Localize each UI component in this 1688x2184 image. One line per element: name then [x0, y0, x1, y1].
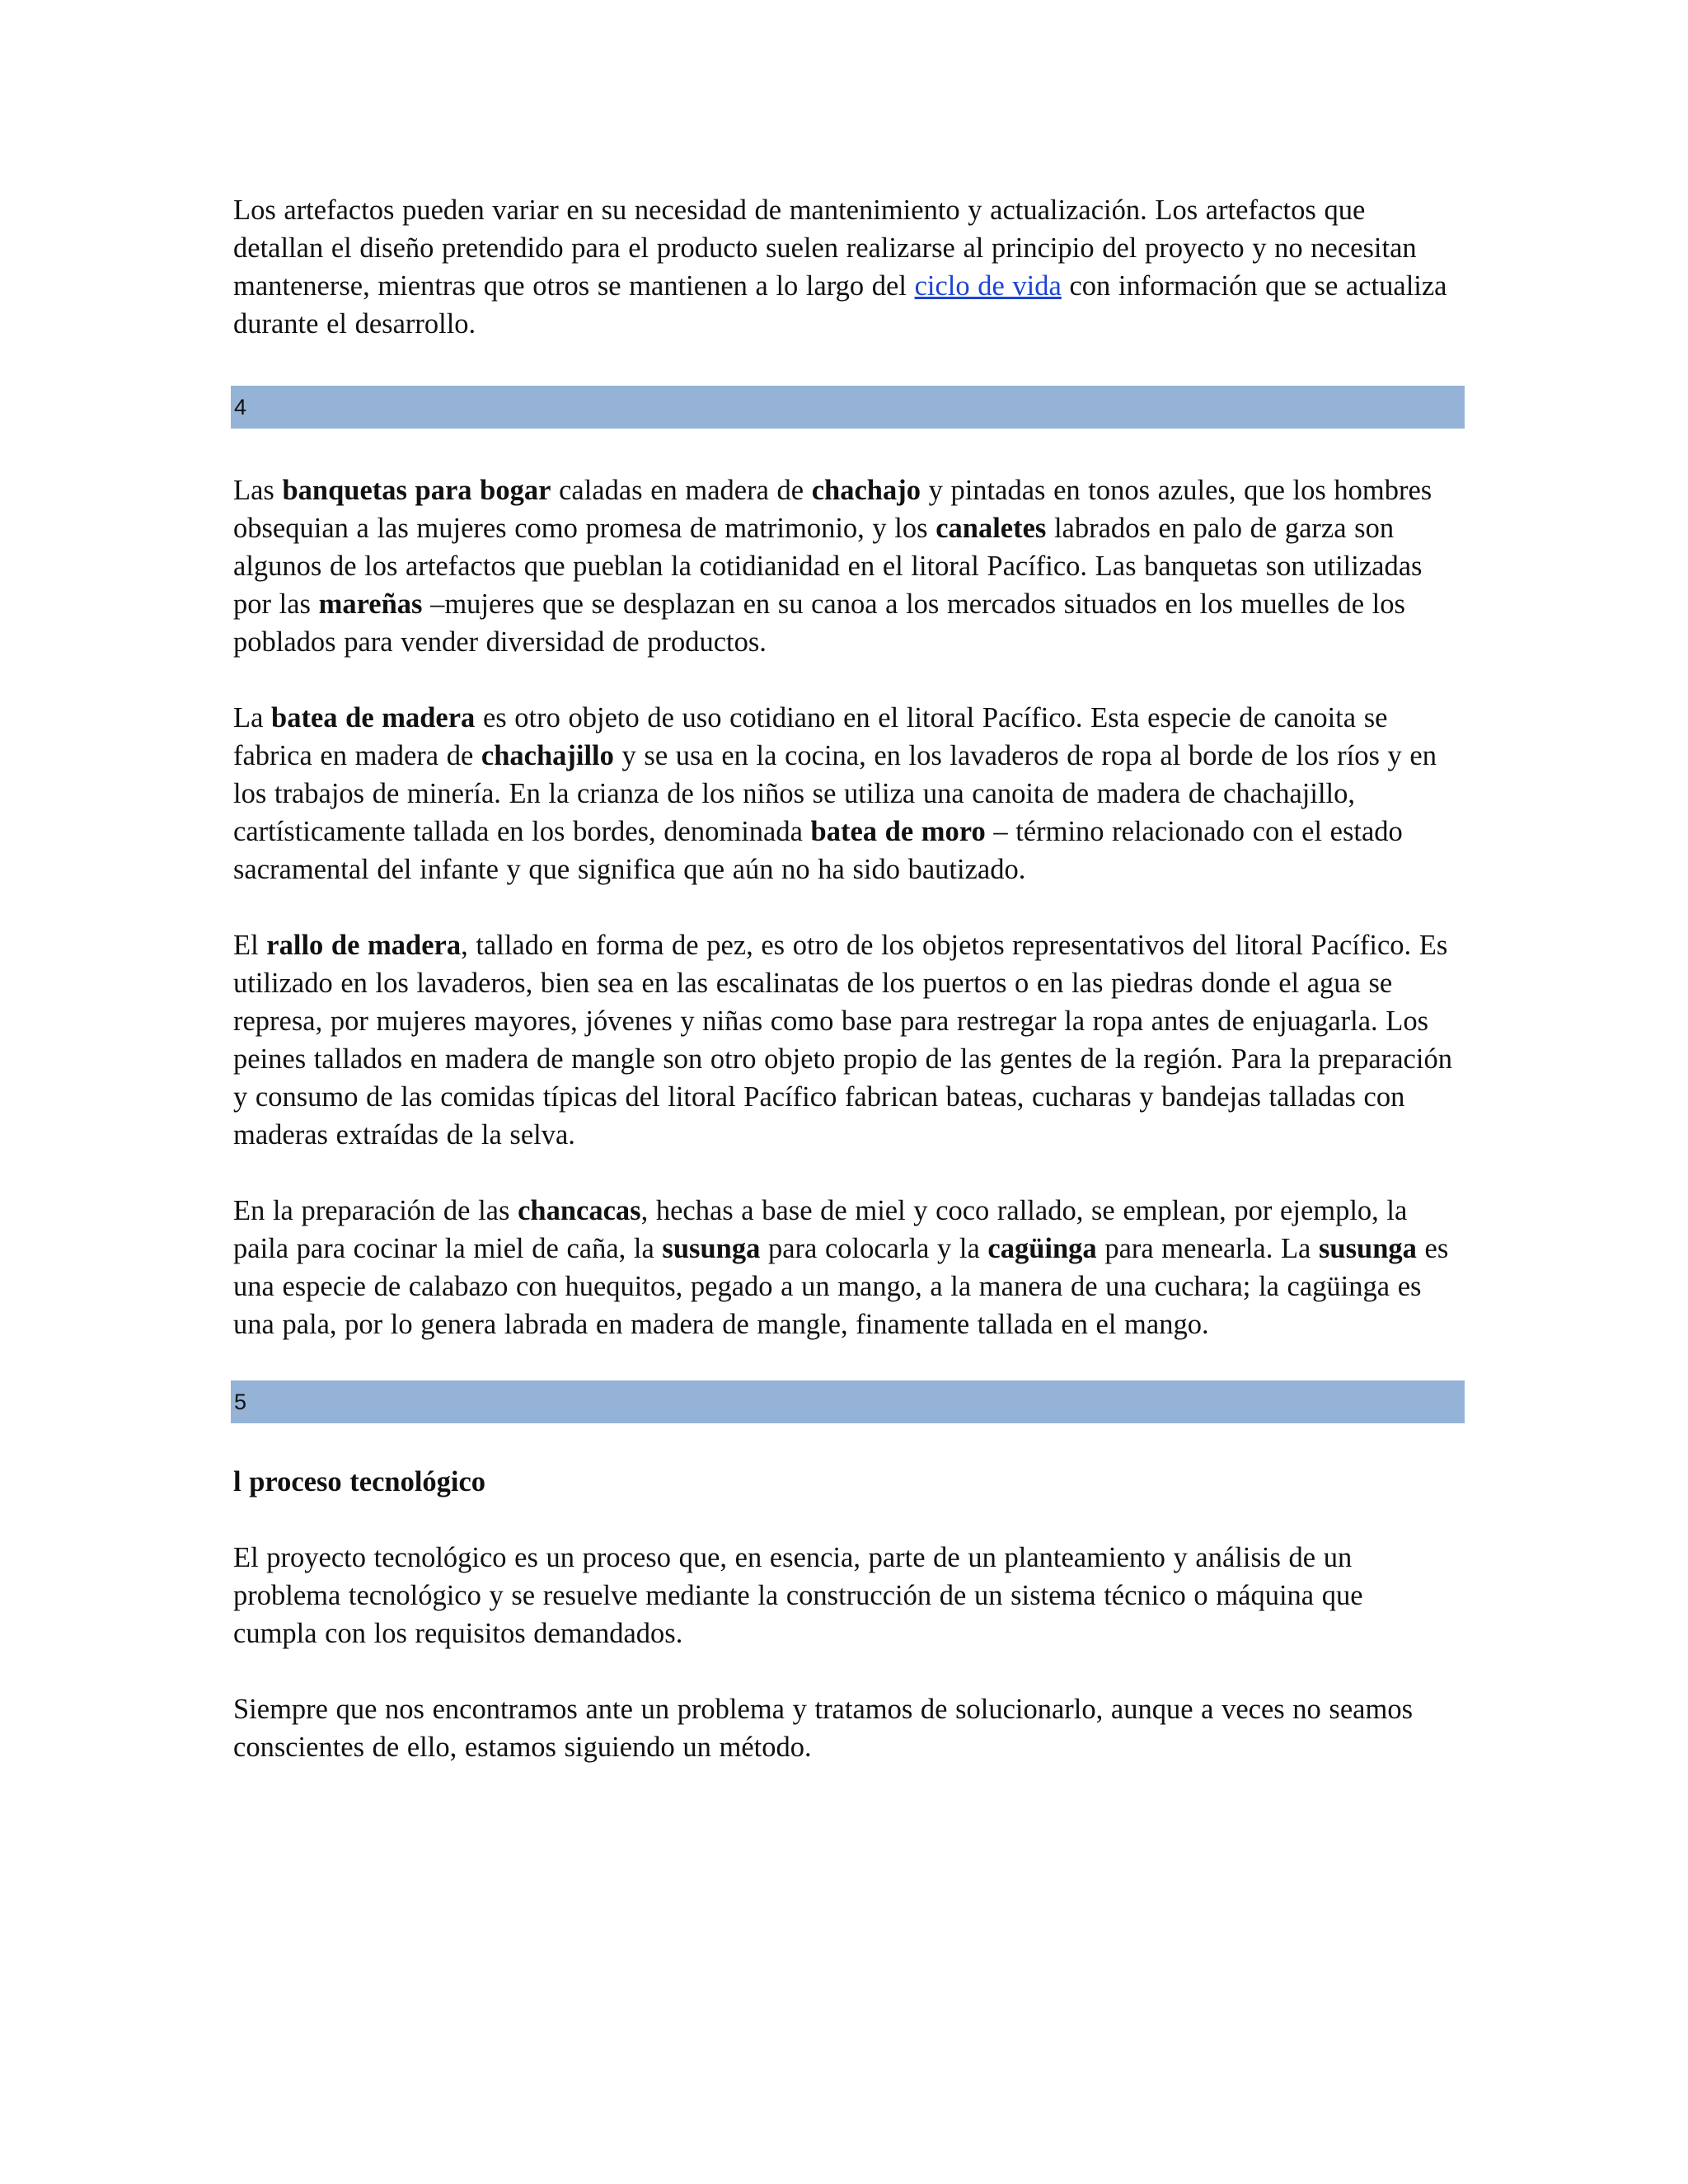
paragraph-text: El — [233, 930, 267, 961]
bold-term: batea de moro — [810, 816, 986, 847]
paragraph-text: Siempre que nos encontramos ante un problema y tratamos de solucionarlo, aunque a veces no seamos conscientes de ello, estamos siguiendo un método. — [233, 1694, 1413, 1763]
paragraph-text: para colocarla y la — [760, 1233, 988, 1264]
paragraph-artefactos — [233, 191, 1453, 343]
paragraph-text: , tallado en forma de pez, es otro de los objetos representativos del litoral Pacífico. Es utilizado en los lavaderos, bien sea en las escalinatas de los puertos o en las piedras donde el agua se represa, por mujeres mayores, jóvenes y niñas como base para restregar la ropa antes de enjuagarla. Los peines tallados en madera de mangle son otro objeto propio de las gentes de la región. Para la preparación y consumo de las comidas típicas del litoral Pacífico fabrican bateas, cucharas y bandejas talladas con maderas extraídas de la selva. — [233, 930, 1452, 1151]
bold-term: batea de madera — [271, 702, 476, 733]
paragraph-chancacas — [233, 1192, 1453, 1343]
link-ciclo-de-vida[interactable]: ciclo de vida — [914, 270, 1062, 302]
paragraph-text: Los artefactos pueden variar en su necesidad de mantenimiento y actualización. Los artefactos que detallan el diseño pretendido para el producto suelen realizarse al principio del proyecto y no necesitan mantenerse, mientras que otros se mantienen a lo largo del — [233, 194, 1417, 302]
paragraph-text: es otro objeto de uso cotidiano en el litoral Pacífico. Esta especie de canoita se fabrica en madera de — [233, 702, 1388, 771]
paragraph-rallo — [233, 926, 1453, 1154]
bold-term: chancacas — [518, 1195, 641, 1226]
paragraph-text: El proyecto tecnológico es un proceso que, en esencia, parte de un planteamiento y análisis de un problema tecnológico y se resuelve mediante la construcción de un sistema técnico o máquina que cumpla con los requisitos demandados. — [233, 1542, 1363, 1649]
paragraph-text: y se usa en la cocina, en los lavaderos de ropa al borde de los ríos y en los trabajos de minería. En la crianza de los niños se utiliza una canoita de madera de chachajillo, cartísticamente tallada en los bordes, denominada — [233, 740, 1437, 847]
paragraph-text: y pintadas en tonos azules, que los hombres obsequian a las mujeres como promesa de matrimonio, y los — [233, 475, 1432, 544]
bold-term: mareñas — [318, 588, 423, 620]
paragraph-text: –mujeres que se desplazan en su canoa a los mercados situados en los muelles de los poblados para vender diversidad de productos. — [233, 588, 1405, 658]
bold-term: susunga — [1318, 1233, 1417, 1264]
paragraph-metodo — [233, 1690, 1453, 1766]
section-heading: l proceso tecnológico — [233, 1466, 486, 1497]
paragraph-text: En la preparación de las — [233, 1195, 518, 1226]
paragraph-text: labrados en palo de garza son algunos de los artefactos que pueblan la cotidianidad en el litoral Pacífico. Las banquetas son utilizadas por las — [233, 513, 1423, 620]
bold-term: banquetas para bogar — [282, 475, 551, 506]
bold-term: susunga — [662, 1233, 761, 1264]
paragraph-text: es una especie de calabazo con huequitos, pegado a un mango, a la manera de una cuchara; la cagüinga es una pala, por lo genera labrada en madera de mangle, finamente tallada en el mango. — [233, 1233, 1449, 1340]
paragraph-text: Las — [233, 475, 283, 506]
paragraph-text: caladas en madera de — [551, 475, 812, 506]
paragraph-text: , hechas a base de miel y coco rallado, se emplean, por ejemplo, la paila para cocinar la miel de caña, la — [233, 1195, 1408, 1264]
bold-term: chachajillo — [481, 740, 614, 771]
paragraph-banquetas — [233, 471, 1453, 661]
section-bar-5: 5 — [231, 1380, 1465, 1423]
paragraph-text: con información que se actualiza durante el desarrollo. — [233, 270, 1447, 340]
bold-term: cagüinga — [987, 1233, 1097, 1264]
paragraph-proyecto-tecnologico — [233, 1539, 1453, 1652]
paragraph-text: – término relacionado con el estado sacramental del infante y que significa que aún no ha sido bautizado. — [233, 816, 1403, 885]
bold-term: canaletes — [935, 513, 1047, 544]
bold-term: rallo de madera — [266, 930, 462, 961]
paragraph-batea — [233, 699, 1453, 888]
paragraph-text: para menearla. La — [1096, 1233, 1319, 1264]
document-content — [233, 191, 1453, 1766]
paragraph-text: La — [233, 702, 272, 733]
section-bar-4: 4 — [231, 386, 1465, 429]
bold-term: chachajo — [811, 475, 921, 506]
